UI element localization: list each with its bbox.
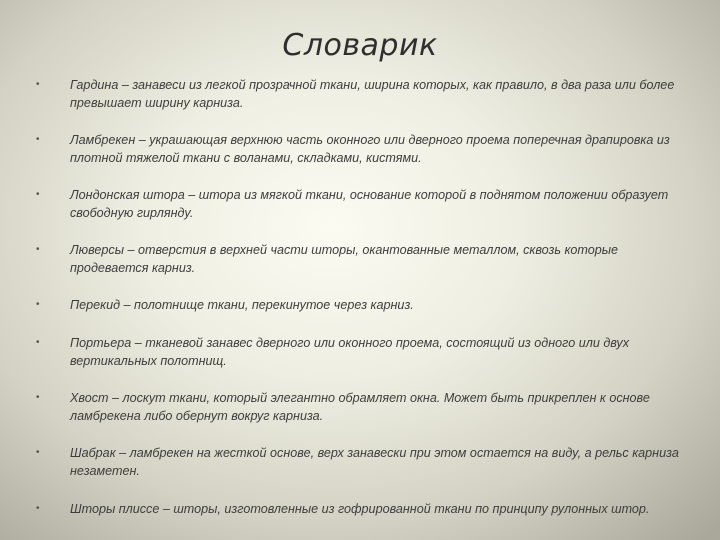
bullet-icon: • [36, 189, 40, 200]
item-text: Ламбрекен – украшающая верхнюю часть оконного или дверного проема поперечная драпировка из плотной тяжелой ткани с воланами, складками, кистями. [70, 133, 670, 165]
glossary-list [0, 76, 720, 518]
item-text: Хвост – лоскут ткани, который элегантно обрамляет окна. Может быть прикреплен к основе ламбрекена либо обернут вокруг карниза. [70, 391, 650, 423]
bullet-icon: • [36, 79, 40, 90]
list-item [0, 241, 720, 277]
bullet-icon: • [36, 134, 40, 145]
item-text: Лондонская штора – штора из мягкой ткани, основание которой в поднятом положении образует свободную гирлянду. [70, 188, 669, 220]
bullet-icon: • [36, 392, 40, 403]
list-item [0, 444, 720, 480]
bullet-icon: • [36, 244, 40, 255]
list-item [0, 76, 720, 112]
list-item [0, 186, 720, 222]
item-text: Перекид – полотнище ткани, перекинутое через карниз. [70, 298, 414, 312]
list-item [0, 334, 720, 370]
bullet-icon: • [36, 299, 40, 310]
list-item [0, 389, 720, 425]
list-item [0, 500, 720, 518]
bullet-icon: • [36, 503, 40, 514]
slide-title: Словарик [282, 28, 438, 63]
item-text: Шторы плиссе – шторы, изготовленные из гофрированной ткани по принципу рулонных штор. [70, 502, 650, 516]
list-item [0, 296, 720, 314]
item-text: Шабрак – ламбрекен на жесткой основе, верх занавески при этом остается на виду, а рельс карниза незаметен. [70, 446, 679, 478]
list-item [0, 131, 720, 167]
bullet-icon: • [36, 337, 40, 348]
item-text: Люверсы – отверстия в верхней части шторы, окантованные металлом, сквозь которые продевается карниз. [70, 243, 619, 275]
bullet-icon: • [36, 447, 40, 458]
item-text: Гардина – занавеси из легкой прозрачной ткани, ширина которых, как правило, в два раза или более превышает ширину карниза. [70, 78, 675, 110]
item-text: Портьера – тканевой занавес дверного или оконного проема, состоящий из одного или двух вертикальных полотнищ. [70, 336, 630, 368]
